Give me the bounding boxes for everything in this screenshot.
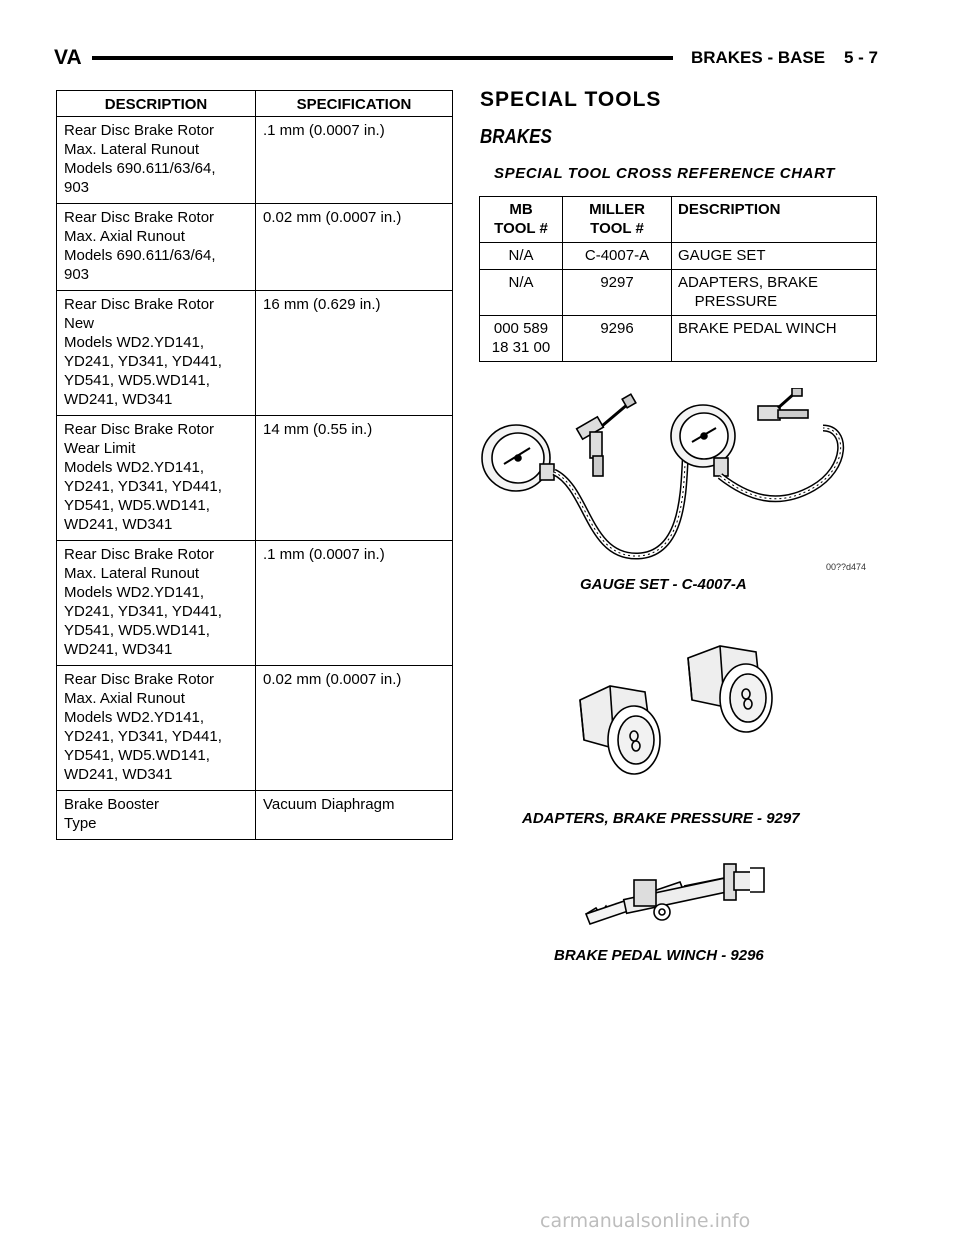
tool-table-header-row	[480, 197, 877, 243]
specification-table	[56, 90, 453, 840]
spec-description: Brake Booster Type	[57, 791, 256, 840]
spec-value: 16 mm (0.629 in.)	[256, 291, 453, 416]
brake-adapters-icon	[570, 640, 790, 790]
table-row	[57, 117, 453, 204]
spec-description: Rear Disc Brake Rotor Max. Axial Runout Models WD2.YD141, YD241, YD341, YD441, YD541, WD5.WD141, WD241, WD341	[57, 666, 256, 791]
figure-caption-gauge-set: GAUGE SET - C-4007-A	[580, 576, 747, 593]
spec-description: Rear Disc Brake Rotor New Models WD2.YD141, YD241, YD341, YD441, YD541, WD5.WD141, WD241, WD341	[57, 291, 256, 416]
subsection-title: BRAKES	[480, 126, 552, 148]
spec-value: 0.02 mm (0.0007 in.)	[256, 666, 453, 791]
spec-header-specification: SPECIFICATION	[256, 91, 453, 117]
table-row	[480, 316, 877, 362]
tool-description: GAUGE SET	[672, 243, 877, 270]
spec-description: Rear Disc Brake Rotor Max. Lateral Runout Models WD2.YD141, YD241, YD341, YD441, YD541, WD5.WD141, WD241, WD341	[57, 541, 256, 666]
tool-header-mb: MB TOOL #	[480, 197, 563, 243]
page-header	[54, 44, 878, 74]
figure-code: 00??d474	[826, 562, 867, 572]
spec-description: Rear Disc Brake Rotor Max. Lateral Runout Models 690.611/63/64, 903	[57, 117, 256, 204]
tool-header-miller: MILLER TOOL #	[563, 197, 672, 243]
figure-caption-pedal-winch: BRAKE PEDAL WINCH - 9296	[554, 947, 764, 964]
tool-description: BRAKE PEDAL WINCH	[672, 316, 877, 362]
tool-description: ADAPTERS, BRAKE PRESSURE	[672, 270, 877, 316]
tool-mb-number: N/A	[480, 270, 563, 316]
watermark: carmanualsonline.info	[540, 1210, 751, 1232]
spec-value: .1 mm (0.0007 in.)	[256, 541, 453, 666]
spec-description: Rear Disc Brake Rotor Wear Limit Models WD2.YD141, YD241, YD341, YD441, YD541, WD5.WD141, WD241, WD341	[57, 416, 256, 541]
spec-value: 14 mm (0.55 in.)	[256, 416, 453, 541]
section-title: SPECIAL TOOLS	[480, 88, 662, 111]
tool-cross-reference-table	[479, 196, 877, 362]
header-vehicle-code: VA	[54, 46, 82, 69]
table-row	[480, 270, 877, 316]
table-row	[57, 541, 453, 666]
spec-value: 0.02 mm (0.0007 in.)	[256, 204, 453, 291]
cross-reference-chart-title: SPECIAL TOOL CROSS REFERENCE CHART	[494, 165, 836, 182]
table-row	[57, 204, 453, 291]
gauge-set-icon	[478, 388, 878, 578]
tool-mb-number: 000 589 18 31 00	[480, 316, 563, 362]
table-row	[57, 666, 453, 791]
tool-header-description: DESCRIPTION	[672, 197, 877, 243]
table-row	[57, 291, 453, 416]
figure-caption-adapters: ADAPTERS, BRAKE PRESSURE - 9297	[522, 810, 800, 827]
tool-miller-number: C-4007-A	[563, 243, 672, 270]
spec-value: Vacuum Diaphragm	[256, 791, 453, 840]
table-row	[57, 791, 453, 840]
spec-table-header-row	[57, 91, 453, 117]
spec-description: Rear Disc Brake Rotor Max. Axial Runout Models 690.611/63/64, 903	[57, 204, 256, 291]
table-row	[480, 243, 877, 270]
tool-mb-number: N/A	[480, 243, 563, 270]
table-row	[57, 416, 453, 541]
header-section-page: BRAKES - BASE 5 - 7	[690, 48, 878, 67]
spec-header-description: DESCRIPTION	[57, 91, 256, 117]
pedal-winch-icon	[584, 862, 784, 942]
spec-value: .1 mm (0.0007 in.)	[256, 117, 453, 204]
tool-miller-number: 9297	[563, 270, 672, 316]
tool-miller-number: 9296	[563, 316, 672, 362]
header-rule	[92, 56, 673, 60]
